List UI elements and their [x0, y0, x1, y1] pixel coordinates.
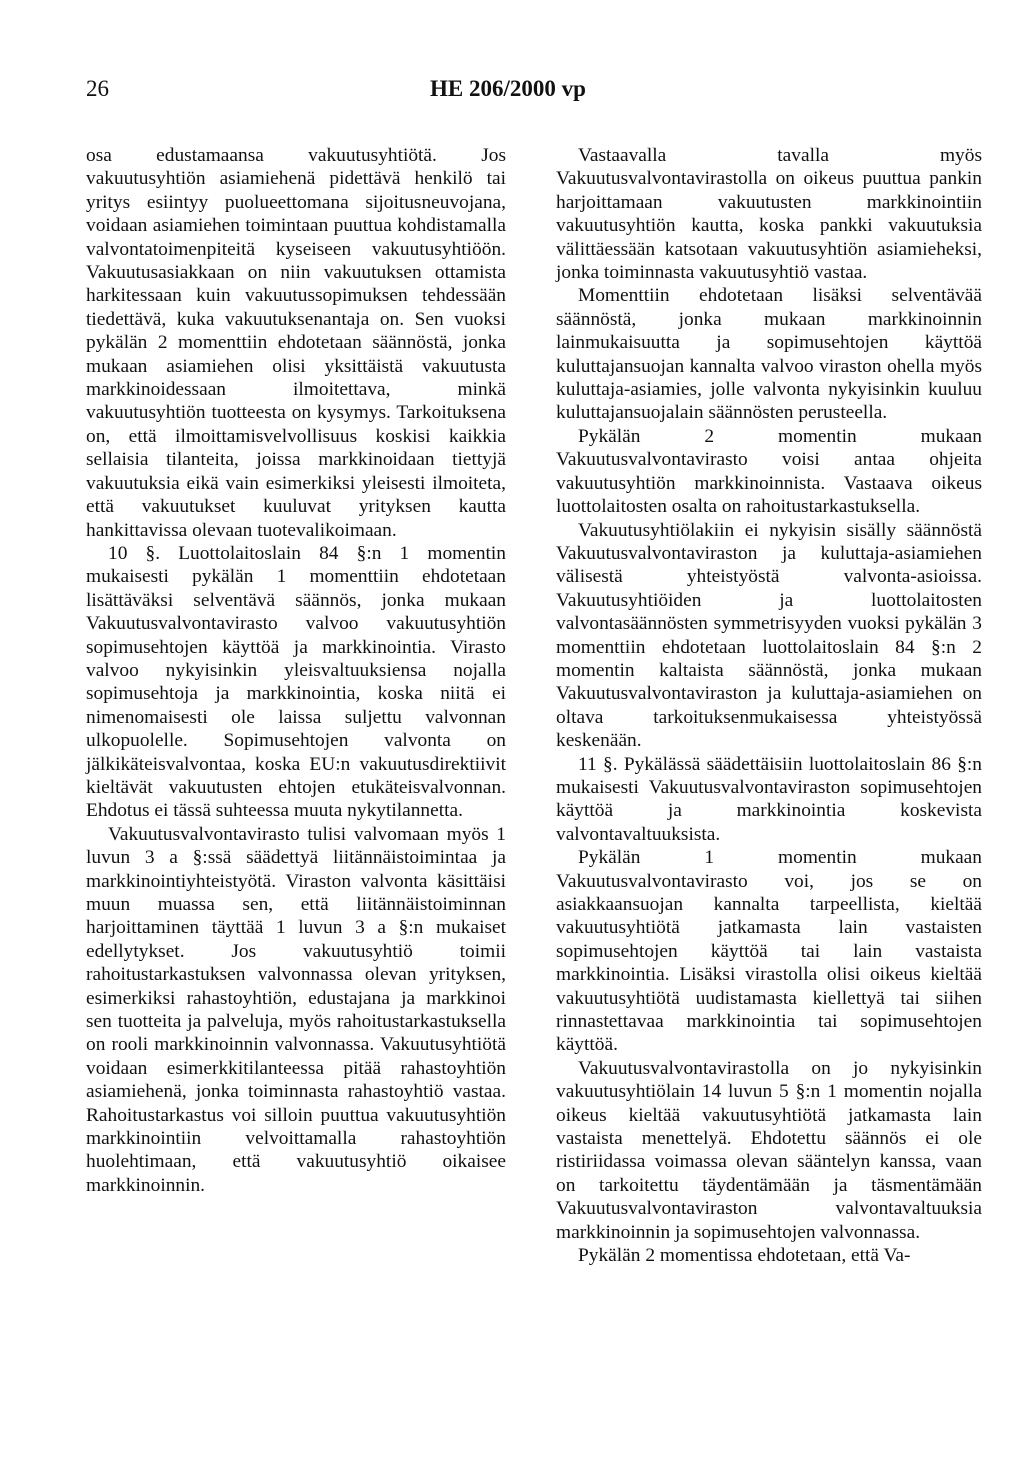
right-paragraph-3: Pykälän 2 momentin mukaan Vakuutusvalvontavirasto voisi antaa ohjeita vakuutusyhtiön markkinoinnista. Vastaava oikeus luottolaitosten osalta on rahoitustarkastuksella.: [556, 425, 982, 518]
page-number: 26: [86, 76, 109, 101]
right-paragraph-7: Vakuutusvalvontavirastolla on jo nykyisinkin vakuutusyhtiölain 14 luvun 5 §:n 1 momentin nojalla oikeus kieltää vakuutusyhtiötä jatkamasta lain vastaista menettelyä. Ehdotettu säännös ei ole ristiriidassa voimassa olevan sääntelyn kanssa, vaan on tarkoitettu täydentämään ja täsmentämään Vakuutusvalvontaviraston valvontavaltuuksia markkinoinnin ja sopimusehtojen valvonnassa.: [556, 1057, 982, 1243]
right-paragraph-5: 11 §. Pykälässä säädettäisiin luottolaitoslain 86 §:n mukaisesti Vakuutusvalvontaviraston sopimusehtojen käyttöä ja markkinointia koskevista valvontavaltuuksista.: [556, 753, 982, 845]
right-paragraph-6: Pykälän 1 momentin mukaan Vakuutusvalvontavirasto voi, jos se on asiakkaansuojan kannalta tarpeellista, kieltää vakuutusyhtiötä jatkamasta lain vastaisten sopimusehtojen käyttöä tai lain vastaista markkinointia. Lisäksi virastolla olisi oikeus kieltää vakuutusyhtiötä uudistamasta kiellettyä tai siihen rinnastettavaa markkinointia tai sopimusehtojen käyttöä.: [556, 847, 982, 1056]
left-column: [86, 144, 506, 1197]
left-paragraph-2: 10 §. Luottolaitoslain 84 §:n 1 momentin mukaisesti pykälän 1 momenttiin ehdotetaan lisättäväksi selventävä säännös, jonka mukaan Vakuutusvalvontavirasto valvoo vakuutusyhtiön sopimusehtojen käyttöä ja markkinointia. Virasto valvoo nykyisinkin yleisvaltuuksiensa nojalla sopimusehtoja ja markkinointia, koska niitä ei nimenomaisesti ole laissa suljettu valvonnan ulkopuolelle. Sopimusehtojen valvonta on jälkikäteisvalvontaa, koska EU:n vakuutusdirektiivit kieltävät vakuutusten ehtojen etukäteisvalvonnan. Ehdotus ei tässä suhteessa muuta nykytilannetta.: [86, 542, 506, 822]
right-paragraph-4: Vakuutusyhtiölakiin ei nykyisin sisälly säännöstä Vakuutusvalvontaviraston ja kuluttaja-asiamiehen välisestä yhteistyöstä valvonta-asioissa. Vakuutusyhtiöiden ja luottolaitosten valvontasäännösten symmetrisyyden vuoksi pykälän 3 momenttiin ehdotetaan luottolaitoslain 84 §:n 2 momentin kaltaista säännöstä, jonka mukaan Vakuutusvalvontaviraston ja kuluttaja-asiamiehen on oltava tarkoituksenmukaisessa yhteistyössä keskenään.: [556, 519, 982, 752]
right-column: [556, 144, 982, 1268]
document-id: HE 206/2000 vp: [430, 76, 586, 101]
page-header: [86, 76, 986, 106]
right-paragraph-1: Vastaavalla tavalla myös Vakuutusvalvontavirastolla on oikeus puuttua pankin harjoittamaan vakuutusten markkinointiin vakuutusyhtiön kautta, koska pankki vakuutuksia välittäessään katsotaan vakuutusyhtiön asiamieheksi, jonka toiminnasta vakuutusyhtiö vastaa.: [556, 145, 982, 284]
right-paragraph-2: Momenttiin ehdotetaan lisäksi selventävää säännöstä, jonka mukaan markkinoinnin lainmukaisuutta ja sopimusehtojen käyttöä kuluttajansuojan kannalta valvoo viraston ohella myös kuluttaja-asiamies, jolle valvonta nykyisinkin kuuluu kuluttajansuojalain säännösten perusteella.: [556, 285, 982, 424]
right-paragraph-8: Pykälän 2 momentissa ehdotetaan, että Va-: [578, 1245, 911, 1267]
left-paragraph-3: Vakuutusvalvontavirasto tulisi valvomaan myös 1 luvun 3 a §:ssä säädettyä liitännäistoimintaa ja markkinointiyhteistyötä. Viraston valvonta käsittäisi muun muassa sen, että liitännäistoiminnan harjoittaminen täyttää 1 luvun 3 a §:n mukaiset edellytykset. Jos vakuutusyhtiö toimii rahoitustarkastuksen valvonnassa olevan yrityksen, esimerkiksi rahastoyhtiön, edustajana ja markkinoi sen tuotteita ja palveluja, myös rahoitustarkastuksella on rooli markkinoinnin valvonnassa. Vakuutusyhtiötä voidaan esimerkkitilanteessa pitää rahastoyhtiön asiamiehenä, jonka toiminnasta rahastoyhtiö vastaa. Rahoitustarkastus voi silloin puuttua vakuutusyhtiön markkinointiin velvoittamalla rahastoyhtiön huolehtimaan, että vakuutusyhtiö oikaisee markkinoinnin.: [86, 823, 506, 1196]
left-paragraph-1: osa edustamaansa vakuutusyhtiötä. Jos vakuutusyhtiön asiamiehenä pidettävä henkilö tai yritys esiintyy puolueettomana sijoitusneuvojana, voidaan asiamiehen toimintaan puuttua kohdistamalla valvontatoimenpiteitä kyseiseen vakuutusyhtiöön. Vakuutusasiakkaan on niin vakuutuksen ottamista harkitessaan kuin vakuutussopimuksen tehdessään tiedettävä, kuka vakuutuksenantaja on. Sen vuoksi pykälän 2 momenttiin ehdotetaan säännöstä, jonka mukaan asiamiehen olisi yksittäistä vakuutusta markkinoidessaan ilmoitettava, minkä vakuutusyhtiön tuotteesta on kysymys. Tarkoituksena on, että ilmoittamisvelvollisuus koskisi kaikkia sellaisia tilanteita, joissa markkinoidaan tiettyjä vakuutuksia eikä vain esimerkiksi yleisesti ilmoiteta, että vakuutukset kuuluvat yrityksen kautta hankittavissa olevaan tuotevalikoimaan.: [86, 145, 506, 541]
